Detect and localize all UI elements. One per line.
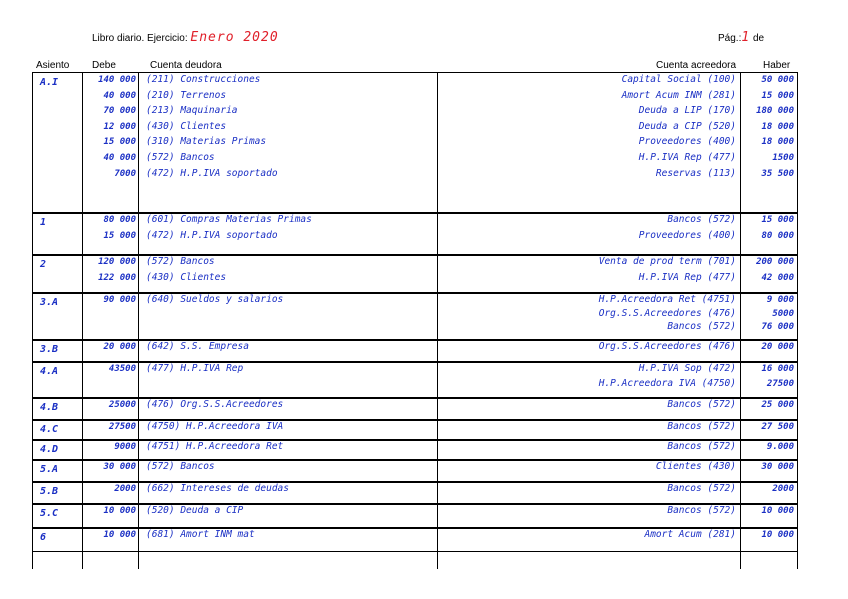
- debit-account: (4750) H.P.Acreedora IVA: [146, 421, 284, 432]
- credit-amount: 35 500: [761, 168, 794, 179]
- debit-amount: 10 000: [103, 530, 136, 540]
- credit-account: Deuda a LIP (170): [638, 105, 736, 117]
- debit-amount: 12 000: [103, 121, 136, 132]
- entry-asiento: 4.B: [40, 402, 59, 413]
- page-label: Pág.:: [718, 33, 742, 44]
- credit-account: Reservas (113): [655, 167, 736, 179]
- debit-account: (601) Compras Materias Primas: [146, 214, 312, 225]
- debit-amount: 15 000: [103, 230, 136, 241]
- page-suffix: de: [752, 33, 765, 44]
- debit-account: (430) Clientes: [146, 271, 227, 283]
- entry-asiento: 4.D: [40, 444, 59, 455]
- debit-amount: 90 000: [103, 295, 136, 305]
- credit-amount: 1500: [772, 153, 794, 163]
- column-cuenta-deudora: Cuenta deudora: [150, 60, 222, 71]
- credit-amount: 5000: [772, 308, 794, 319]
- debit-account: (572) Bancos: [146, 256, 215, 267]
- credit-amount: 27500: [766, 379, 794, 389]
- period-handwritten: Enero 2020: [190, 30, 279, 45]
- journal-title: Libro diario. Ejercicio:: [92, 33, 188, 44]
- column-debe: Debe: [92, 60, 116, 71]
- credit-amount: 16 000: [761, 364, 794, 374]
- debit-amount: 30 000: [103, 462, 136, 472]
- credit-account: Amort Acum INM (281): [621, 89, 736, 101]
- column-haber: Haber: [763, 60, 791, 71]
- credit-account: Proveedores (400): [638, 136, 736, 148]
- page-number: 1: [741, 30, 751, 45]
- debit-amount: 40 000: [103, 90, 136, 101]
- entry-separator: [32, 551, 798, 552]
- column-cuenta-acreedora: Cuenta acreedora: [656, 60, 737, 71]
- debit-amount: 120 000: [98, 257, 136, 267]
- entry-asiento: 2: [40, 259, 47, 270]
- credit-amount: 20 000: [761, 342, 794, 352]
- credit-amount: 15 000: [761, 215, 794, 225]
- entry-asiento: 4.A: [40, 366, 59, 377]
- debit-amount: 10 000: [103, 506, 136, 516]
- debit-amount: 80 000: [103, 215, 136, 225]
- debit-amount: 20 000: [103, 342, 136, 352]
- entry-asiento: 5.A: [40, 464, 59, 475]
- credit-amount: 18 000: [761, 137, 794, 148]
- credit-amount: 27 500: [761, 422, 794, 432]
- credit-account: Deuda a CIP (520): [638, 120, 736, 132]
- entry-asiento: 3.B: [40, 344, 59, 355]
- journal-table: [32, 72, 798, 569]
- credit-amount: 2000: [772, 484, 794, 494]
- debit-amount: 70 000: [103, 106, 136, 117]
- debit-account: (477) H.P.IVA Rep: [146, 363, 244, 374]
- debit-account: (211) Construcciones: [146, 74, 261, 85]
- debit-amount: 2000: [114, 484, 136, 494]
- debit-amount: 43500: [108, 364, 136, 374]
- credit-amount: 25 000: [761, 400, 794, 410]
- entry-asiento: 6: [40, 532, 47, 543]
- debit-account: (430) Clientes: [146, 120, 227, 132]
- credit-amount: 10 000: [761, 530, 794, 540]
- debit-account: (572) Bancos: [146, 152, 215, 163]
- debit-account: (642) S.S. Empresa: [146, 341, 249, 352]
- credit-account: Bancos (572): [667, 214, 736, 225]
- credit-account: Bancos (572): [667, 321, 736, 333]
- credit-account: H.P.Acreedora IVA (4750): [598, 378, 736, 389]
- debit-amount: 140 000: [98, 75, 136, 85]
- credit-amount: 10 000: [761, 506, 794, 516]
- credit-amount: 200 000: [756, 257, 794, 267]
- credit-account: Capital Social (100): [621, 74, 736, 85]
- credit-account: Venta de prod term (701): [598, 256, 736, 267]
- entry-asiento: 3.A: [40, 297, 59, 308]
- credit-amount: 9 000: [766, 295, 794, 305]
- entry-asiento: A.I: [40, 77, 59, 88]
- journal-header: [92, 30, 279, 45]
- credit-account: Org.S.S.Acreedores (476): [598, 307, 736, 319]
- credit-amount: 50 000: [761, 75, 794, 85]
- debit-account: (681) Amort INM mat: [146, 529, 255, 540]
- credit-account: Org.S.S.Acreedores (476): [598, 341, 736, 352]
- page-indicator: [718, 30, 764, 45]
- debit-account: (640) Sueldos y salarios: [146, 294, 284, 305]
- debit-account: (213) Maquinaria: [146, 105, 238, 117]
- debit-amount: 9000: [114, 442, 136, 452]
- debit-account: (210) Terrenos: [146, 89, 227, 101]
- credit-amount: 42 000: [761, 272, 794, 283]
- debit-amount: 15 000: [103, 137, 136, 148]
- debit-account: (472) H.P.IVA soportado: [146, 167, 278, 179]
- credit-account: Bancos (572): [667, 421, 736, 432]
- debit-account: (310) Materias Primas: [146, 136, 267, 148]
- debit-amount: 27500: [108, 422, 136, 432]
- credit-amount: 80 000: [761, 230, 794, 241]
- credit-account: Amort Acum (281): [644, 529, 736, 540]
- debit-account: (476) Org.S.S.Acreedores: [146, 399, 284, 410]
- column-asiento: Asiento: [36, 60, 70, 71]
- credit-account: H.P.IVA Rep (477): [638, 152, 736, 163]
- credit-amount: 30 000: [761, 462, 794, 472]
- credit-account: Bancos (572): [667, 441, 736, 452]
- debit-amount: 122 000: [98, 272, 136, 283]
- credit-account: Bancos (572): [667, 399, 736, 410]
- credit-amount: 180 000: [756, 106, 794, 117]
- credit-account: H.P.IVA Rep (477): [638, 271, 736, 283]
- credit-amount: 76 000: [761, 322, 794, 333]
- credit-amount: 9.000: [766, 442, 794, 452]
- entry-asiento: 4.C: [40, 424, 59, 435]
- credit-account: H.P.IVA Sop (472): [638, 363, 736, 374]
- credit-account: Clientes (430): [655, 461, 736, 472]
- debit-account: (472) H.P.IVA soportado: [146, 229, 278, 241]
- debit-amount: 7000: [114, 168, 136, 179]
- credit-amount: 18 000: [761, 121, 794, 132]
- entry-asiento: 5.B: [40, 486, 59, 497]
- debit-amount: 25000: [108, 400, 136, 410]
- credit-amount: 15 000: [761, 90, 794, 101]
- entry-asiento: 1: [40, 217, 47, 228]
- debit-amount: 40 000: [103, 153, 136, 163]
- debit-account: (520) Deuda a CIP: [146, 505, 244, 516]
- credit-account: Proveedores (400): [638, 229, 736, 241]
- debit-account: (4751) H.P.Acreedora Ret: [146, 441, 284, 452]
- credit-account: Bancos (572): [667, 483, 736, 494]
- credit-account: Bancos (572): [667, 505, 736, 516]
- debit-account: (662) Intereses de deudas: [146, 483, 289, 494]
- debit-account: (572) Bancos: [146, 461, 215, 472]
- credit-account: H.P.Acreedora Ret (4751): [598, 294, 736, 305]
- entry-asiento: 5.C: [40, 508, 59, 519]
